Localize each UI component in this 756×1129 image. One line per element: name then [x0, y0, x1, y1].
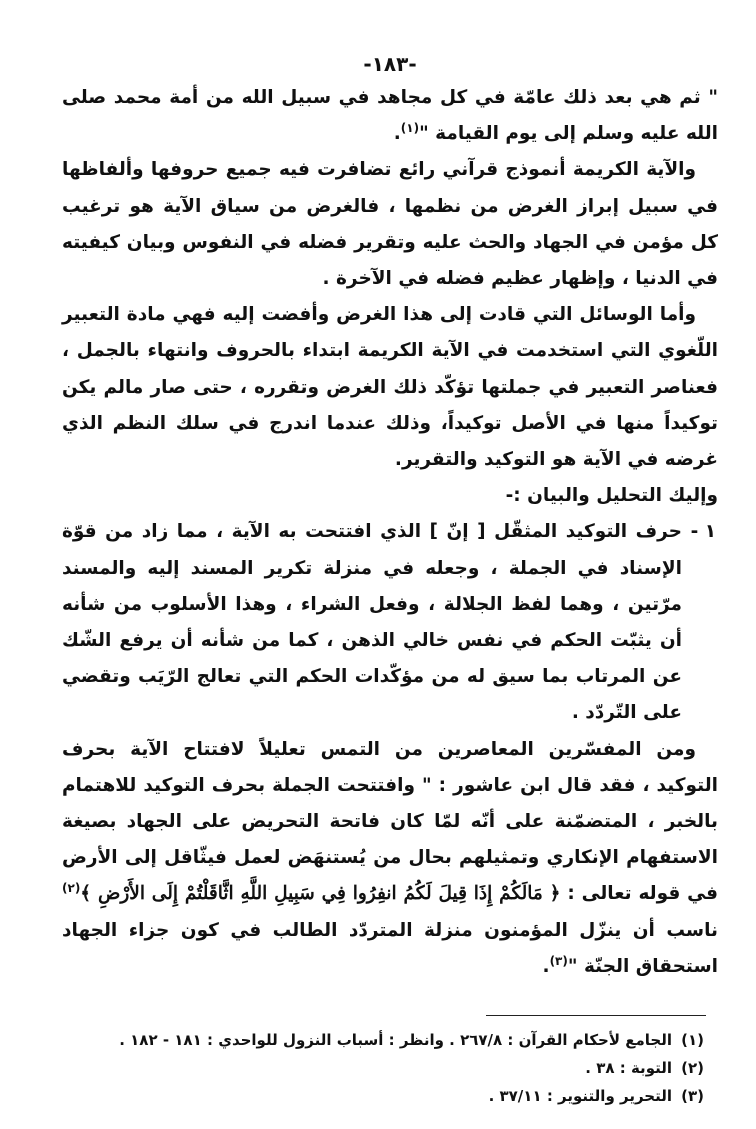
- footnote-ref-2[interactable]: (٢): [62, 881, 81, 896]
- quran-verse: ﴿ مَالَكُمْ إِذَا قِيلَ لَكُمُ انفِرُوا فِي سَبِيلِ اللَّهِ اثَّاقَلْتُمْ إِلَى الأَرْضِ ﴾: [80, 883, 561, 905]
- footnote-3-text: التحرير والتنوير : ٣٧/١١ .: [488, 1087, 672, 1106]
- footnote-ref-3[interactable]: (٣): [549, 953, 568, 968]
- footnote-2: [62, 1054, 718, 1082]
- footnote-3-number: (٣): [681, 1087, 704, 1106]
- paragraph-5-continuation: ناسب أن ينزّل المؤمنون منزلة المتردّد الطالب في كون جزاء الجهاد استحقاق الجنّة ": [62, 919, 718, 977]
- footnote-ref-1[interactable]: (١): [400, 121, 420, 136]
- footnote-divider: [486, 1015, 706, 1016]
- paragraph-5: [62, 732, 718, 985]
- footnotes: [62, 1026, 718, 1110]
- paragraph-2: والآية الكريمة أنموذج قرآني رائع تضافرت فيه جميع حروفها وألفاظها في سبيل إبراز الغرض من نظمها ، فالغرض من سياق الآية هو ترغيب كل مؤمن في الجهاد والحث عليه وتقرير فضله في النفوس وبيان كيفيته في الدنيا ، وإظهار عظيم فضله في الآخرة .: [62, 159, 718, 290]
- footnote-2-number: (٢): [681, 1059, 704, 1078]
- paragraph-1: [62, 80, 718, 152]
- list-item-1-number: ١ -: [690, 521, 716, 543]
- paragraph-3: وأما الوسائل التي قادت إلى هذا الغرض وأفضت إليه فهي مادة التعبير اللّغوي التي استخدمت في الآية الكريمة ابتداء بالحروف وانتهاء بالجمل ، فعناصر التعبير في جملتها تؤكّد ذلك الغرض وتقرره ، حتى صار مالم يكن توكيداً منها في الأصل توكيداً، وذلك عندما اندرج في سلك النظم الذي غرضه في الآية هو التوكيد والتقرير.: [62, 304, 718, 471]
- paragraph-1-text: " ثم هي بعد ذلك عامّة في كل مجاهد في سبيل الله من أمة محمد صلى الله عليه وسلم إلى يوم القيامة ": [62, 87, 718, 145]
- paragraph-5-end: .: [542, 955, 550, 977]
- paragraph-5-text: ومن المفسّرين المعاصرين من التمس تعليلاً لافتتاح الآية بحرف التوكيد ، فقد قال ابن عاشور : " وافتتحت الجملة بحرف التوكيد للاهتمام بالخبر ، المتضمّنة على أنّه لمّا كان فاتحة التحريض على الجهاد بصيغة الاستفهام الإنكاري وتمثيلهم بحال من يُستنهَض لعمل فيثّاقل إلى الأرض في قوله تعالى :: [62, 738, 718, 905]
- footnote-3: [62, 1082, 718, 1110]
- paragraph-4: وإليك التحليل والبيان :-: [505, 485, 718, 507]
- footnote-1: [62, 1026, 718, 1054]
- list-item-1-text: حرف التوكيد المثقّل [ إنّ ] الذي افتتحت به الآية ، مما زاد من قوّة الإسناد في الجملة ، وجعله في منزلة تكرير المسند إليه والمسند مرّتين ، وهما لفظ الجلالة ، وفعل الشراء ، وهذا الأسلوب من شأنه أن يثبّت الحكم في نفس خالي الذهن ، كما من شأنه أن يرفع الشّك عن المرتاب بما سيق له من مؤكّدات الحكم التي تعالج الرّيَب وتقضي على التّردّد .: [62, 521, 682, 724]
- footnote-1-number: (١): [681, 1031, 704, 1050]
- footnote-2-text: التوبة : ٣٨ .: [585, 1059, 672, 1078]
- document-page: [62, 52, 718, 1109]
- main-text: [62, 80, 718, 985]
- page-number: -١٨٣-: [363, 52, 417, 76]
- footnote-1-text: الجامع لأحكام القرآن : ٢٦٧/٨ . وانظر : أسباب النزول للواحدي : ١٨١ - ١٨٢ .: [119, 1031, 672, 1050]
- list-item-1: [62, 514, 718, 731]
- paragraph-1-end: .: [393, 123, 401, 145]
